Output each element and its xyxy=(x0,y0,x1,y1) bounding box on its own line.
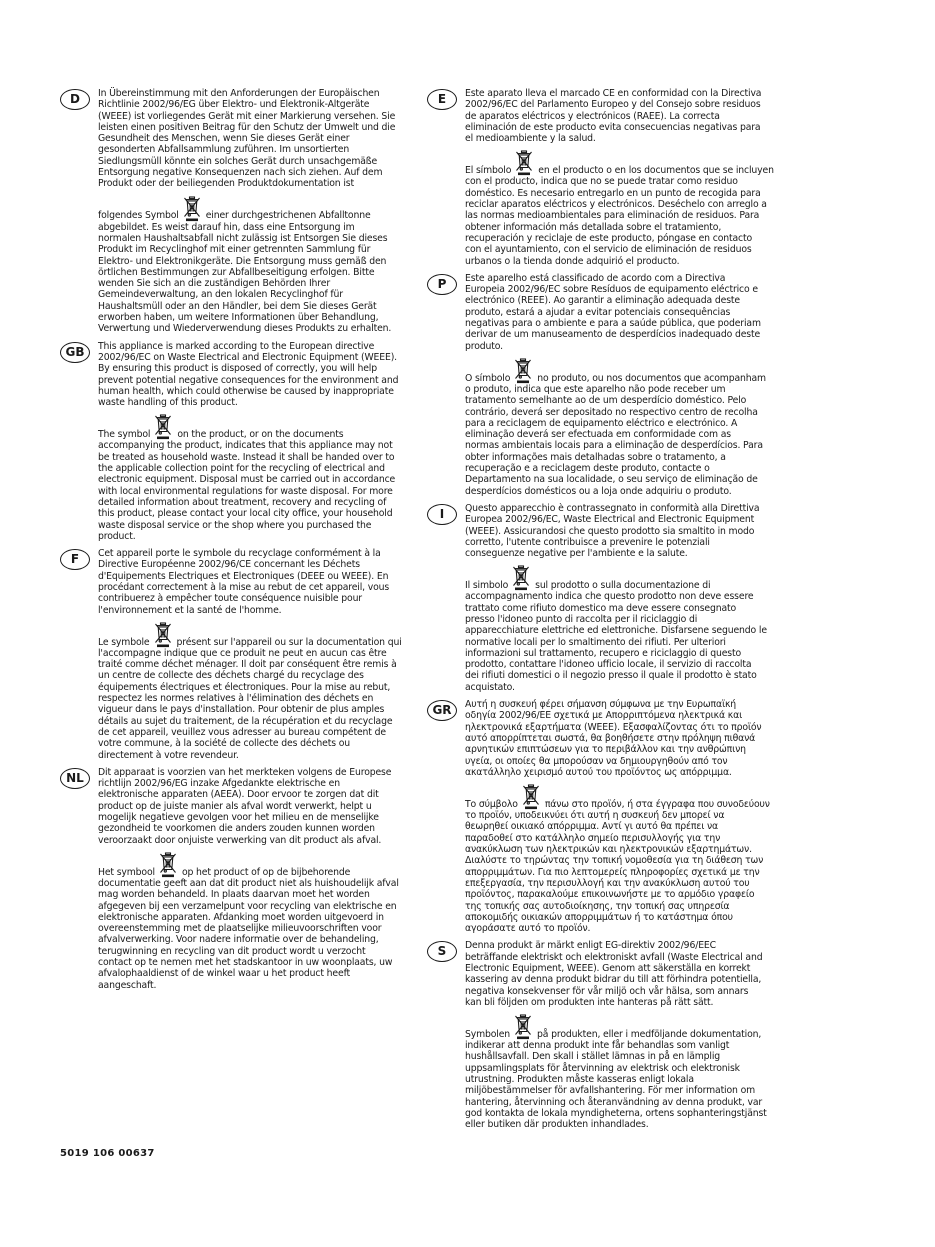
language-badge-se: S xyxy=(427,941,457,962)
intro-paragraph: Este aparelho está classificado de acordo com a Directiva Europeia 2002/96/EC sobre Resíduos de equipamento eléctrico e electrónico (REEE). Ao garantir a eliminação adequada deste produto, estará a ajudar a evitar potenciais consequências negativas para o ambiente e para a saúde pública, que poderiam derivar de um manuseamento de desperdícios inadequado deste produto. xyxy=(465,272,761,352)
intro-paragraph: Denna produkt är märkt enligt EG-direktiv 2002/96/EEC beträffande elektriskt och elektroniskt avfall (Waste Electrical and Electronic Equipment, WEEE). Genom att säkerställa en korrekt kassering av denna produkt bidrar du till att förhindra potentiella, negativa konsekvenser för vår miljö och vår hälsa, som annars kan bli följden om produkten inte hanteras på rätt sätt. xyxy=(465,940,763,1008)
language-badge-nl: NL xyxy=(60,768,90,789)
symbol-lead-text: The symbol xyxy=(98,429,151,441)
symbol-trail-text: sul prodotto o sulla documentazione di xyxy=(535,580,711,592)
symbol-trail-text: no produto, ou nos documentos que acompanham xyxy=(537,372,766,384)
after-paragraph: indikerar att denna produkt inte får behandlas som vanligt hushållsavfall. Den skall i stället lämnas in på en lämplig uppsamlingsplats för återvinning av elektrisk och elektronisk utrustning. Produkten måste kasseras enligt lokala miljöbestämmelser för avfallshantering. För mer information om hantering, återvinning och återanvändning av denna produkt, var god kontakta de lokala myndigheterna, ortens sophanteringstjänst eller butiken där produkten inhandlades. xyxy=(465,1040,767,1131)
symbol-trail-text: en el producto o en los documentos que se incluyen xyxy=(538,165,774,177)
symbol-line xyxy=(465,150,774,177)
crossed-out-wheelie-bin-icon xyxy=(159,852,177,878)
crossed-out-wheelie-bin-icon xyxy=(154,622,172,648)
symbol-line xyxy=(98,622,400,648)
symbol-trail-text: πάνω στο προϊόν, ή στα έγγραφα που συνοδεύουν xyxy=(544,798,770,810)
section-de xyxy=(60,88,400,335)
section-se xyxy=(427,940,767,1130)
right-column xyxy=(427,88,774,1137)
intro-paragraph: Αυτή η συσκευή φέρει σήμανση σύμφωνα με την Ευρωπαϊκή οδηγία 2002/96/ΕΕ σχετικά με Απορριπτόμενα ηλεκτρικά και ηλεκτρονικά εξαρτήματα (WEEE). Εξασφαλίζοντας ότι το προϊόν αυτό απορρίπτεται σωστά, θα βοηθήσετε στην πρόληψη πιθανά αρνητικών επιπτώσεων για το περιβάλλον και την ανθρώπινη υγεία, οι οποίες θα μπορούσαν να δημιουργηθούν από τον ακατάλληλο χειρισμό αυτού του προϊόντος ως απόρριμμα. xyxy=(465,699,762,778)
section-nl xyxy=(60,767,400,991)
language-badge-pt: P xyxy=(427,274,457,295)
left-column xyxy=(60,88,400,997)
language-badge-gb: GB xyxy=(60,342,90,363)
section-gr xyxy=(427,699,770,935)
section-text-fr xyxy=(98,548,400,761)
symbol-lead-text: Il simbolo xyxy=(465,580,509,592)
after-paragraph: documentatie geeft aan dat dit product niet als huishoudelijk afval mag worden behandeld. In plaats daarvan moet het worden afgegeven bij een verzamelpunt voor recycling van elektrische en elektronische apparaten. Afdanking moet worden uitgevoerd in overeenstemming met de plaatselijke milieuvoorschriften voor afvalverwerking. Voor nadere informatie over de behandeling, terugwinning en recycling van dit product wordt u verzocht contact op te nemen met het stadskantoor in uw woonplaats, uw afvalophaaldienst of de winkel waar u het product heeft aangeschaft. xyxy=(98,877,399,991)
section-text-pt xyxy=(465,273,767,497)
symbol-lead-text: El símbolo xyxy=(465,165,512,177)
intro-paragraph: Questo apparecchio è contrassegnato in conformità alla Direttiva Europea 2002/96/EC, Waste Electrical and Electronic Equipment (WEEE). Assicurandosi che questo prodotto sia smaltito in modo corretto, l'utente contribuisce a prevenire le potenziali conseguenze negative per l'ambiente e la salute. xyxy=(465,502,760,560)
intro-paragraph: In Übereinstimmung mit den Anforderungen der Europäischen Richtlinie 2002/96/EG über Elektro- und Elektronik-Altgeräte (WEEE) ist vorliegendes Gerät mit einer Markierung versehen. Sie leisten einen positiven Beitrag für den Schutz der Umwelt und die Gesundheit des Menschen, wenn Sie dieses Gerät einer gesonderten Abfallsammlung zuführen. Im unsortierten Siedlungsmüll könnte ein solches Gerät durch unsachgemäße Entsorgung negative Konsequenzen nach sich ziehen. Auf dem Produkt oder der beiliegenden Produktdokumentation ist xyxy=(98,88,396,190)
symbol-line xyxy=(465,565,767,591)
symbol-lead-text: O símbolo xyxy=(465,372,511,384)
after-paragraph: accompanying the product, indicates that this appliance may not be treated as household waste. Instead it shall be handed over to the applicable collection point for the recycling of electrical and electronic equipment. Disposal must be carried out in accordance with local environmental regulations for waste disposal. For more detailed information about treatment, recovery and recycling of this product, please contact your local city office, your household waste disposal service or the shop where you purchased the product. xyxy=(98,440,396,542)
symbol-line xyxy=(465,358,767,384)
section-text-se xyxy=(465,940,767,1130)
language-badge-de: D xyxy=(60,89,90,110)
language-badge-gr: GR xyxy=(427,700,457,721)
crossed-out-wheelie-bin-icon xyxy=(522,784,540,810)
section-text-gr xyxy=(465,699,770,935)
symbol-trail-text: einer durchgestrichenen Abfalltonne xyxy=(205,210,371,222)
section-text-es xyxy=(465,88,774,267)
section-text-gb xyxy=(98,341,400,542)
symbol-trail-text: présent sur l'appareil ou sur la documentation qui xyxy=(176,636,402,648)
crossed-out-wheelie-bin-icon xyxy=(512,565,530,591)
section-it xyxy=(427,503,767,693)
section-text-it xyxy=(465,503,767,693)
symbol-trail-text: på produkten, eller i medföljande dokumentation, xyxy=(537,1028,762,1040)
document-code: 5019 106 00637 xyxy=(60,1148,155,1159)
language-badge-it: I xyxy=(427,504,457,525)
symbol-trail-text: op het product of op de bijbehorende xyxy=(181,866,351,878)
symbol-lead-text: Het symbool xyxy=(98,866,155,878)
after-paragraph: o produto, indica que este aparelho não pode receber um tratamento semelhante ao de um desperdício doméstico. Pelo contrário, deverá ser depositado no respectivo centro de recolha para a reciclagem de equipamento eléctrico e electrónico. A eliminação deverá ser efectuada em conformidade com as normas ambientais locais para a eliminação de desperdícios. Para obter informações mais detalhadas sobre o tratamento, a recuperação e a reciclagem deste produto, contacte o Departamento na sua localidade, o seu serviço de eliminação de desperdícios domésticos ou a loja onde adquiriu o produto. xyxy=(465,383,763,497)
section-text-de xyxy=(98,88,400,335)
after-paragraph: abgebildet. Es weist darauf hin, dass eine Entsorgung im normalen Haushaltsabfall nicht zulässig ist Entsorgen Sie dieses Produkt im Recyclinghof mit einer getrennten Sammlung für Elektro- und Elektronikgeräte. Die Entsorgung muss gemäß den örtlichen Bestimmungen zur Abfallbeseitigung erfolgen. Bitte wenden Sie sich an die zuständigen Behörden Ihrer Gemeindeverwaltung, an den lokalen Recyclinghof für Haushaltsmüll oder an den Händler, bei dem Sie dieses Gerät erworben haben, um weitere Informationen über Behandlung, Verwertung und Wiederverwendung dieses Produkts zu erhalten. xyxy=(98,221,392,335)
crossed-out-wheelie-bin-icon xyxy=(154,414,172,440)
intro-paragraph: This appliance is marked according to the European directive 2002/96/EC on Waste Electrical and Electronic Equipment (WEEE). By ensuring this product is disposed of correctly, you will help prevent potential negative consequences for the environment and human health, which could otherwise be caused by inappropriate waste handling of this product. xyxy=(98,340,399,409)
crossed-out-wheelie-bin-icon xyxy=(514,358,532,384)
after-paragraph: con el producto, indica que no se puede tratar como residuo doméstico. Es necesario entregarlo en un punto de recogida para reciclar aparatos eléctricos y electrónicos. Deséchelo con arreglo a las normas medioambientales para eliminación de residuos. Para obtener información más detallada sobre el tratamiento, recuperación y reciclaje de este producto, póngase en contacto con el ayuntamiento, con el servicio de eliminación de residuos urbanos o la tienda donde adquirió el producto. xyxy=(465,176,767,267)
symbol-line xyxy=(98,414,400,440)
section-fr xyxy=(60,548,400,761)
symbol-line xyxy=(465,1014,767,1040)
after-paragraph: l'accompagne indique que ce produit ne peut en aucun cas être traité comme déchet ménager. Il doit par conséquent être remis à un centre de collecte des déchets chargé du recyclage des équipements électriques et électroniques. Pour la mise au rebut, respectez les normes relatives à l'élimination des déchets en vigueur dans le pays d'installation. Pour obtenir de plus amples détails au sujet du traitement, de la récupération et du recyclage de cet appareil, veuillez vous adresser au bureau compétent de votre commune, à la société de collecte des déchets ou directement à votre revendeur. xyxy=(98,647,397,761)
intro-paragraph: Dit apparaat is voorzien van het merkteken volgens de Europese richtlijn 2002/96/EG inzake Afgedankte elektrische en elektronische apparaten (AEEA). Door ervoor te zorgen dat dit product op de juiste manier als afval wordt verwerkt, helpt u mogelijk negatieve gevolgen voor het milieu en de menselijke gezondheid te voorkomen die anders zouden kunnen worden veroorzaakt door onjuiste verwerking van dit product als afval. xyxy=(98,766,392,846)
section-text-nl xyxy=(98,767,400,991)
section-es xyxy=(427,88,774,267)
crossed-out-wheelie-bin-icon xyxy=(515,150,533,176)
symbol-line xyxy=(98,196,400,222)
symbol-line xyxy=(98,852,400,878)
after-paragraph: το προϊόν, υποδεικνύει ότι αυτή η συσκευή δεν μπορεί να θεωρηθεί οικιακό απόρριμμα. Αντί γι αυτό θα πρέπει να παραδοθεί στο κατάλληλο σημείο περισυλλογής για την ανακύκλωση των ηλεκτρικών και ηλεκτρονικών εξαρτημάτων. Διαλύστε το τηρώντας την τοπική νομοθεσία για τη διάθεση των απορριμμάτων. Για πιο λεπτομερείς πληροφορίες σχετικά με την επεξεργασία, την περισυλλογή και την ανακύκλωση αυτού του προϊόντος, παρακαλούμε επικοινωνήστε με το αρμόδιο γραφείο της τοπικής σας αυτοδιοίκησης, την τοπική σας υπηρεσία αποκομιδής οικιακών απορριμμάτων ή το κατάστημα όπου αγοράσατε αυτό το προϊόν. xyxy=(465,810,764,935)
crossed-out-wheelie-bin-icon xyxy=(514,1014,532,1040)
intro-paragraph: Cet appareil porte le symbole du recyclage conformément à la Directive Européenne 2002/96/CE concernant les Déchets d'Equipements Electriques et Electroniques (DEEE ou WEEE). En procédant correctement à la mise au rebut de cet appareil, vous contribuerez à empêcher toute conséquence nuisible pour l'environnement et la santé de l'homme. xyxy=(98,548,390,616)
section-gb xyxy=(60,341,400,542)
after-paragraph: accompagnamento indica che questo prodotto non deve essere trattato come rifiuto domestico ma deve essere consegnato presso l'idoneo punto di raccolta per il riciclaggio di apparecchiature elettriche ed elettroniche. Disfarsene seguendo le normative locali per lo smaltimento dei rifiuti. Per ulteriori informazioni sul trattamento, recupero e riciclaggio di questo prodotto, contattare l'idoneo ufficio locale, il servizio di raccolta dei rifiuti domestici o il negozio presso il quale il prodotto è stato acquistato. xyxy=(465,591,767,693)
language-badge-fr: F xyxy=(60,549,90,570)
symbol-lead-text: Symbolen xyxy=(465,1028,511,1040)
symbol-lead-text: Le symbole xyxy=(98,636,150,648)
intro-paragraph: Este aparato lleva el marcado CE en conformidad con la Directiva 2002/96/EC del Parlamento Europeo y del Consejo sobre residuos de aparatos eléctricos y electrónicos (RAEE). La correcta eliminación de este producto evita consecuencias negativas para el medioambiente y la salud. xyxy=(465,88,762,145)
symbol-lead-text: Το σύμβολο xyxy=(465,798,518,810)
symbol-trail-text: on the product, or on the documents xyxy=(177,429,344,441)
crossed-out-wheelie-bin-icon xyxy=(183,196,201,222)
section-pt xyxy=(427,273,767,497)
symbol-lead-text: folgendes Symbol xyxy=(98,210,179,222)
language-badge-es: E xyxy=(427,89,457,110)
symbol-line xyxy=(465,784,770,810)
